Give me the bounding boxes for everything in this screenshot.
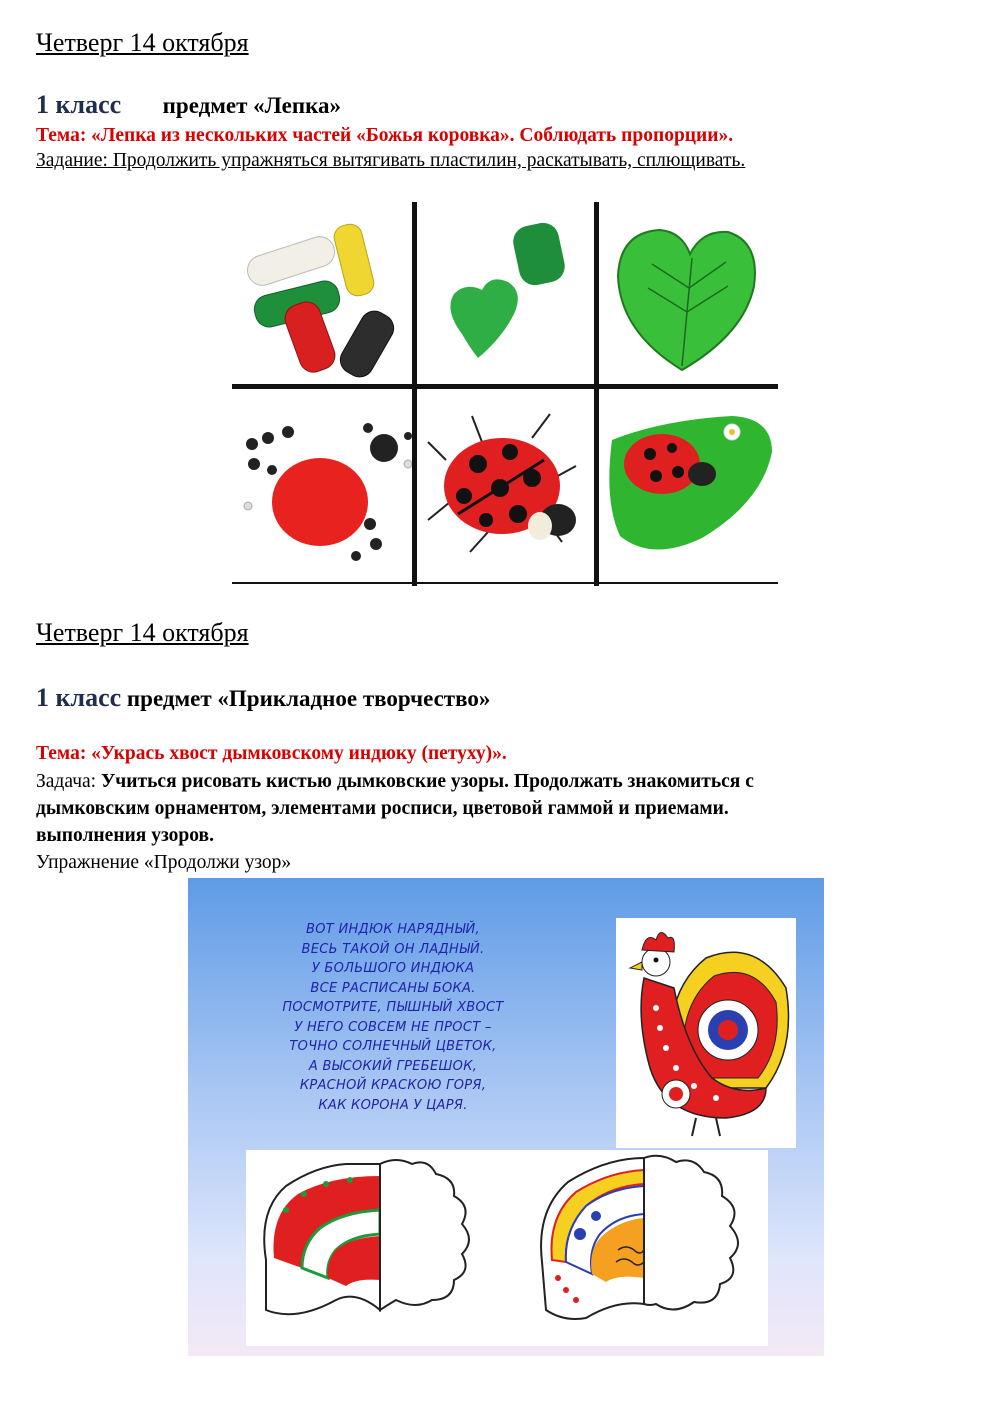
turkey-poem	[228, 920, 558, 1115]
poem-line: ВОТ ИНДЮК НАРЯДНЫЙ,	[306, 922, 480, 937]
poem-line: У НЕГО СОВСЕМ НЕ ПРОСТ –	[294, 1019, 492, 1035]
left-pattern-fan	[264, 1160, 469, 1314]
task-1	[36, 150, 745, 172]
poem-line: КАК КОРОНА У ЦАРЯ.	[318, 1097, 468, 1113]
poem-line: У БОЛЬШОГО ИНДЮКА	[311, 961, 475, 976]
class-label: 1 класс	[36, 90, 122, 119]
task-2-line-1	[36, 771, 754, 793]
poem-line: ВСЕ РАСПИСАНЫ БОКА.	[310, 980, 476, 996]
class-label: 1 класс	[36, 683, 122, 712]
dymkovo-turkey-panel	[188, 878, 824, 1356]
poem-line: ПОСМОТРИТЕ, ПЫШНЫЙ ХВОСТ	[282, 1000, 504, 1015]
date-heading-1: Четверг 14 октября	[36, 28, 249, 57]
poem-line: ВЕСЬ ТАКОЙ ОН ЛАДНЫЙ.	[301, 941, 485, 957]
topic-1: Тема: «Лепка из нескольких частей «Божья коровка». Соблюдать пропорции».	[36, 125, 734, 146]
task-label: Задание:	[36, 150, 108, 171]
right-pattern-fan	[541, 1156, 738, 1319]
task-2-line-2: дымковским орнаментом, элементами росписи, цветовой гаммой и приемами.	[36, 798, 729, 819]
class-subject-line-1	[36, 90, 341, 120]
task-2-line-3: выполнения узоров.	[36, 825, 214, 846]
poem-line: ТОЧНО СОЛНЕЧНЫЙ ЦВЕТОК,	[289, 1039, 497, 1054]
task-text: Продолжить упражняться вытягивать пластилин, раскатывать, сплющивать.	[107, 150, 746, 171]
poem-line: КРАСНОЙ КРАСКОЮ ГОРЯ,	[299, 1078, 487, 1093]
subject-label: предмет «Лепка»	[162, 93, 342, 118]
ladybug-steps-image	[232, 202, 778, 586]
date-heading-2: Четверг 14 октября	[36, 618, 249, 647]
topic-2: Тема: «Укрась хвост дымковскому индюку (петуху)».	[36, 743, 507, 764]
class-subject-line-2	[36, 683, 490, 713]
pattern-exercise-image	[246, 1150, 768, 1346]
dymkovo-rooster-image	[616, 918, 796, 1148]
task-label: Задача:	[36, 771, 101, 792]
task-text: Учиться рисовать кистью дымковские узоры. Продолжать знакомиться с	[100, 771, 754, 792]
poem-line: А ВЫСОКИЙ ГРЕБЕШОК,	[308, 1058, 478, 1074]
subject-label: предмет «Прикладное творчество»	[126, 686, 491, 711]
exercise-label: Упражнение «Продолжи узор»	[36, 852, 292, 873]
